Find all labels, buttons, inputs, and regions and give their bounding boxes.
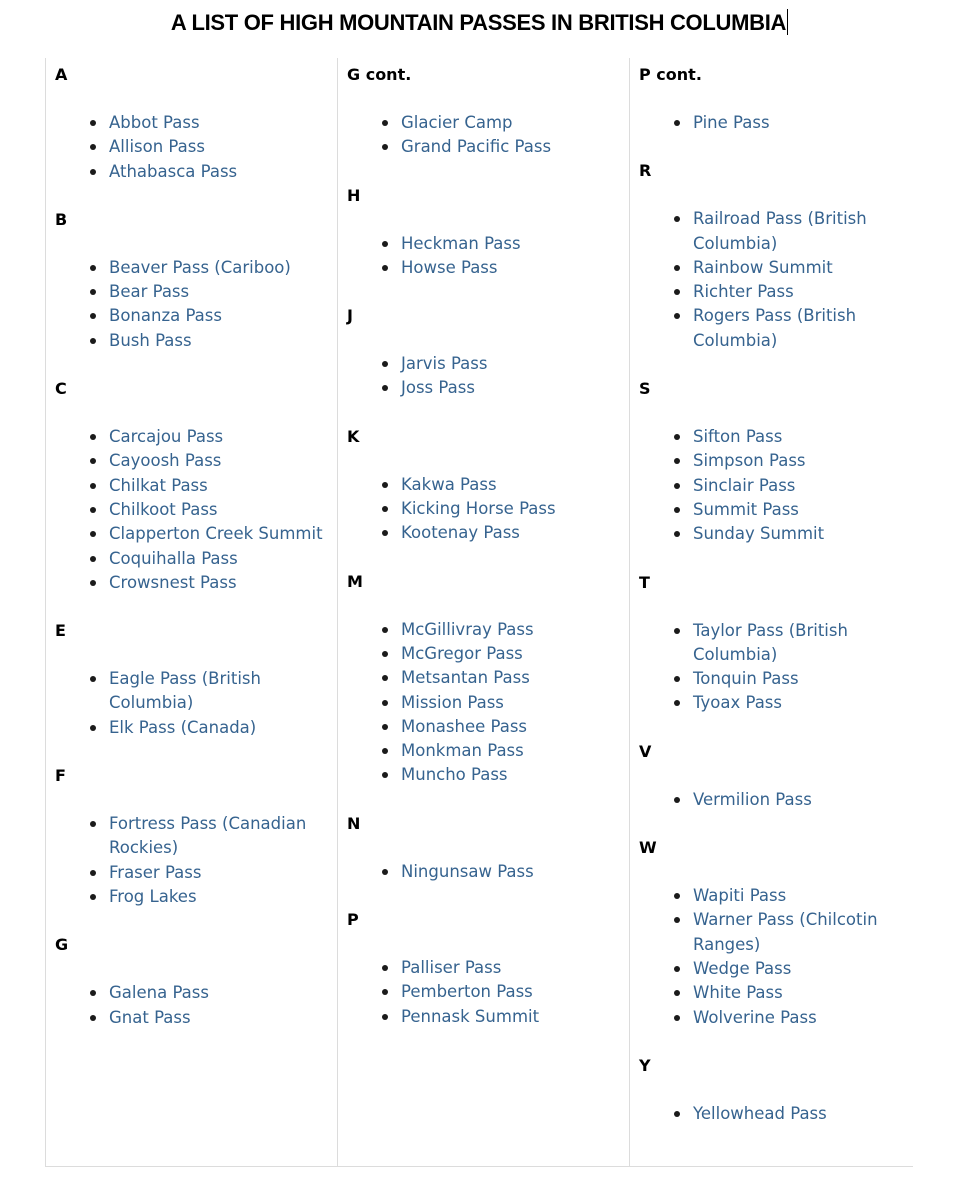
pass-link-railroad-pass-british-columbia[interactable]: Railroad Pass (British Columbia) [693, 209, 867, 253]
pass-link-bear-pass[interactable]: Bear Pass [109, 282, 190, 302]
section-v [639, 740, 913, 812]
pass-link-heckman-pass[interactable]: Heckman Pass [401, 233, 521, 253]
list-item [109, 716, 337, 740]
pass-list [55, 981, 337, 1030]
pass-list [639, 425, 913, 546]
list-item [693, 957, 913, 981]
list-item [693, 691, 913, 715]
pass-link-elk-pass-canada[interactable]: Elk Pass (Canada) [109, 717, 257, 737]
list-item [401, 135, 629, 159]
pass-link-white-pass[interactable]: White Pass [693, 983, 783, 1003]
pass-link-fraser-pass[interactable]: Fraser Pass [109, 862, 202, 882]
pass-link-metsantan-pass[interactable]: Metsantan Pass [401, 668, 530, 688]
pass-link-kootenay-pass[interactable]: Kootenay Pass [401, 523, 520, 543]
pass-list [55, 812, 337, 909]
section-y [639, 1054, 913, 1126]
section-p-cont [639, 63, 913, 135]
pass-link-sifton-pass[interactable]: Sifton Pass [693, 427, 783, 447]
section-g-cont [347, 63, 629, 160]
pass-list [639, 207, 913, 353]
section-heading: J [347, 306, 353, 326]
list-item [109, 304, 337, 328]
list-item [401, 739, 629, 763]
pass-link-allison-pass[interactable]: Allison Pass [109, 137, 205, 157]
list-item [109, 571, 337, 595]
list-item [109, 667, 337, 716]
list-item [109, 1006, 337, 1030]
list-item [109, 547, 337, 571]
list-item [109, 111, 337, 135]
list-item [401, 111, 629, 135]
section-heading: K [347, 426, 360, 446]
section-s [639, 377, 913, 546]
section-heading: S [639, 379, 651, 399]
pass-link-joss-pass[interactable]: Joss Pass [401, 378, 475, 398]
section-heading: Y [639, 1055, 651, 1075]
pass-link-fortress-pass-canadian-rockies[interactable]: Fortress Pass (Canadian Rockies) [109, 814, 307, 858]
pass-link-ningunsaw-pass[interactable]: Ningunsaw Pass [401, 861, 534, 881]
section-e [55, 619, 337, 740]
list-item [401, 497, 629, 521]
section-heading: V [639, 741, 652, 761]
list-item [109, 861, 337, 885]
section-heading: E [55, 621, 66, 641]
pass-link-beaver-pass-cariboo[interactable]: Beaver Pass (Cariboo) [109, 257, 291, 277]
list-item [401, 860, 629, 884]
pass-list [347, 618, 629, 788]
pass-list [55, 111, 337, 184]
pass-link-bonanza-pass[interactable]: Bonanza Pass [109, 306, 222, 326]
list-item [401, 763, 629, 787]
pass-link-yellowhead-pass[interactable]: Yellowhead Pass [693, 1103, 827, 1123]
pass-list [347, 473, 629, 546]
pass-link-grand-pacific-pass[interactable]: Grand Pacific Pass [401, 137, 552, 157]
pass-link-bush-pass[interactable]: Bush Pass [109, 330, 192, 350]
pass-link-kakwa-pass[interactable]: Kakwa Pass [401, 474, 497, 494]
list-item [401, 256, 629, 280]
list-item [693, 981, 913, 1005]
section-f [55, 764, 337, 909]
section-w [639, 836, 913, 1030]
section-m [347, 570, 629, 788]
list-item [401, 352, 629, 376]
list-item [693, 619, 913, 668]
pass-list [639, 788, 913, 812]
pass-list [639, 884, 913, 1030]
pass-link-cayoosh-pass[interactable]: Cayoosh Pass [109, 451, 222, 471]
pass-list [347, 232, 629, 281]
section-j [347, 304, 629, 401]
pass-link-wapiti-pass[interactable]: Wapiti Pass [693, 886, 787, 906]
section-heading: T [639, 572, 650, 592]
list-item [401, 232, 629, 256]
list-item [693, 304, 913, 353]
list-item [693, 449, 913, 473]
list-item [401, 666, 629, 690]
section-heading: A [55, 65, 68, 84]
pass-link-abbot-pass[interactable]: Abbot Pass [109, 113, 200, 132]
pass-link-sinclair-pass[interactable]: Sinclair Pass [693, 475, 796, 495]
section-heading: W [639, 838, 657, 858]
section-t [639, 571, 913, 716]
pass-link-chilkat-pass[interactable]: Chilkat Pass [109, 475, 208, 495]
list-item [693, 522, 913, 546]
list-item [693, 111, 913, 135]
pass-link-pemberton-pass[interactable]: Pemberton Pass [401, 982, 533, 1002]
list-item [109, 812, 337, 861]
pass-link-monkman-pass[interactable]: Monkman Pass [401, 741, 524, 761]
pass-link-chilkoot-pass[interactable]: Chilkoot Pass [109, 499, 218, 519]
section-heading: F [55, 766, 66, 786]
list-item [109, 981, 337, 1005]
pass-link-mcgillivray-pass[interactable]: McGillivray Pass [401, 619, 534, 639]
list-item [401, 956, 629, 980]
pass-link-athabasca-pass[interactable]: Athabasca Pass [109, 161, 238, 181]
pass-link-mission-pass[interactable]: Mission Pass [401, 692, 504, 712]
list-item [109, 522, 337, 546]
pass-link-warner-pass-chilcotin-ranges[interactable]: Warner Pass (Chilcotin Ranges) [693, 910, 878, 954]
list-item [693, 884, 913, 908]
pass-link-carcajou-pass[interactable]: Carcajou Pass [109, 427, 224, 447]
pass-list [639, 111, 913, 135]
pass-link-frog-lakes[interactable]: Frog Lakes [109, 886, 197, 906]
pass-link-pennask-summit[interactable]: Pennask Summit [401, 1006, 540, 1026]
column-1 [45, 58, 337, 1166]
section-heading: P [347, 910, 359, 930]
pass-link-eagle-pass-british-columbia[interactable]: Eagle Pass (British Columbia) [109, 669, 261, 713]
list-item [693, 425, 913, 449]
column-2 [337, 58, 629, 1166]
list-item [693, 1006, 913, 1030]
pass-list [55, 256, 337, 353]
list-item [401, 618, 629, 642]
section-k [347, 425, 629, 546]
pass-link-sunday-summit[interactable]: Sunday Summit [693, 524, 825, 544]
list-item [693, 667, 913, 691]
pass-link-rogers-pass-british-columbia[interactable]: Rogers Pass (British Columbia) [693, 306, 857, 350]
list-item [401, 980, 629, 1004]
pass-link-rainbow-summit[interactable]: Rainbow Summit [693, 257, 833, 277]
pass-link-vermilion-pass[interactable]: Vermilion Pass [693, 789, 812, 809]
pass-link-tonquin-pass[interactable]: Tonquin Pass [693, 669, 799, 689]
section-r [639, 159, 913, 353]
pass-list [55, 425, 337, 595]
list-item [109, 498, 337, 522]
list-item [693, 1102, 913, 1126]
list-item [401, 691, 629, 715]
pass-link-gnat-pass[interactable]: Gnat Pass [109, 1007, 191, 1027]
pass-list [347, 111, 629, 160]
list-item [109, 885, 337, 909]
pass-link-jarvis-pass[interactable]: Jarvis Pass [401, 354, 488, 374]
list-item [109, 280, 337, 304]
list-item [109, 135, 337, 159]
list-item [109, 160, 337, 184]
list-item [401, 376, 629, 400]
section-heading: R [639, 161, 652, 181]
pass-list [347, 352, 629, 401]
pass-list [347, 956, 629, 1029]
list-item [693, 474, 913, 498]
pass-link-crowsnest-pass[interactable]: Crowsnest Pass [109, 572, 237, 592]
page-title-text: A LIST OF HIGH MOUNTAIN PASSES IN BRITISH COLUMBIA [170, 10, 787, 35]
section-heading: G cont. [347, 65, 412, 84]
list-item [693, 256, 913, 280]
section-heading: N [347, 813, 361, 833]
pass-link-glacier-camp[interactable]: Glacier Camp [401, 113, 513, 132]
list-item [109, 449, 337, 473]
pass-link-palliser-pass[interactable]: Palliser Pass [401, 958, 502, 978]
text-cursor [787, 9, 788, 35]
pass-link-kicking-horse-pass[interactable]: Kicking Horse Pass [401, 499, 556, 519]
pass-link-muncho-pass[interactable]: Muncho Pass [401, 765, 508, 785]
pass-link-richter-pass[interactable]: Richter Pass [693, 282, 794, 302]
pass-list [639, 619, 913, 716]
pass-list [55, 667, 337, 740]
section-heading: B [55, 209, 68, 229]
list-item [693, 788, 913, 812]
list-item [109, 425, 337, 449]
pass-link-galena-pass[interactable]: Galena Pass [109, 983, 209, 1003]
section-heading: C [55, 379, 67, 399]
section-heading: G [55, 935, 69, 955]
list-item [109, 474, 337, 498]
section-p [347, 908, 629, 1029]
pass-link-wolverine-pass[interactable]: Wolverine Pass [693, 1007, 817, 1027]
section-b [55, 208, 337, 353]
pass-link-wedge-pass[interactable]: Wedge Pass [693, 958, 792, 978]
list-item [401, 642, 629, 666]
pass-link-simpson-pass[interactable]: Simpson Pass [693, 451, 806, 471]
list-item [109, 256, 337, 280]
page-title [0, 8, 959, 38]
list-item [401, 1005, 629, 1029]
pass-link-mcgregor-pass[interactable]: McGregor Pass [401, 643, 523, 663]
section-h [347, 184, 629, 281]
list-item [693, 908, 913, 957]
pass-link-howse-pass[interactable]: Howse Pass [401, 257, 498, 277]
pass-list [347, 860, 629, 884]
section-n [347, 812, 629, 884]
pass-link-taylor-pass-british-columbia[interactable]: Taylor Pass (British Columbia) [693, 620, 848, 664]
list-item [109, 329, 337, 353]
section-heading: P cont. [639, 65, 702, 84]
pass-link-tyoax-pass[interactable]: Tyoax Pass [693, 693, 783, 713]
list-item [693, 207, 913, 256]
list-item [693, 280, 913, 304]
column-3 [629, 58, 913, 1166]
list-item [693, 498, 913, 522]
pass-link-monashee-pass[interactable]: Monashee Pass [401, 716, 528, 736]
list-item [401, 521, 629, 545]
pass-link-clapperton-creek-summit[interactable]: Clapperton Creek Summit [109, 524, 323, 544]
pass-list [639, 1102, 913, 1126]
pass-link-pine-pass[interactable]: Pine Pass [693, 113, 770, 132]
section-c [55, 377, 337, 595]
section-heading: M [347, 571, 363, 591]
list-item [401, 473, 629, 497]
pass-list-table [45, 58, 913, 1167]
section-g [55, 933, 337, 1030]
pass-link-summit-pass[interactable]: Summit Pass [693, 499, 799, 519]
section-heading: H [347, 185, 361, 205]
list-item [401, 715, 629, 739]
section-a [55, 63, 337, 184]
pass-link-coquihalla-pass[interactable]: Coquihalla Pass [109, 548, 238, 568]
